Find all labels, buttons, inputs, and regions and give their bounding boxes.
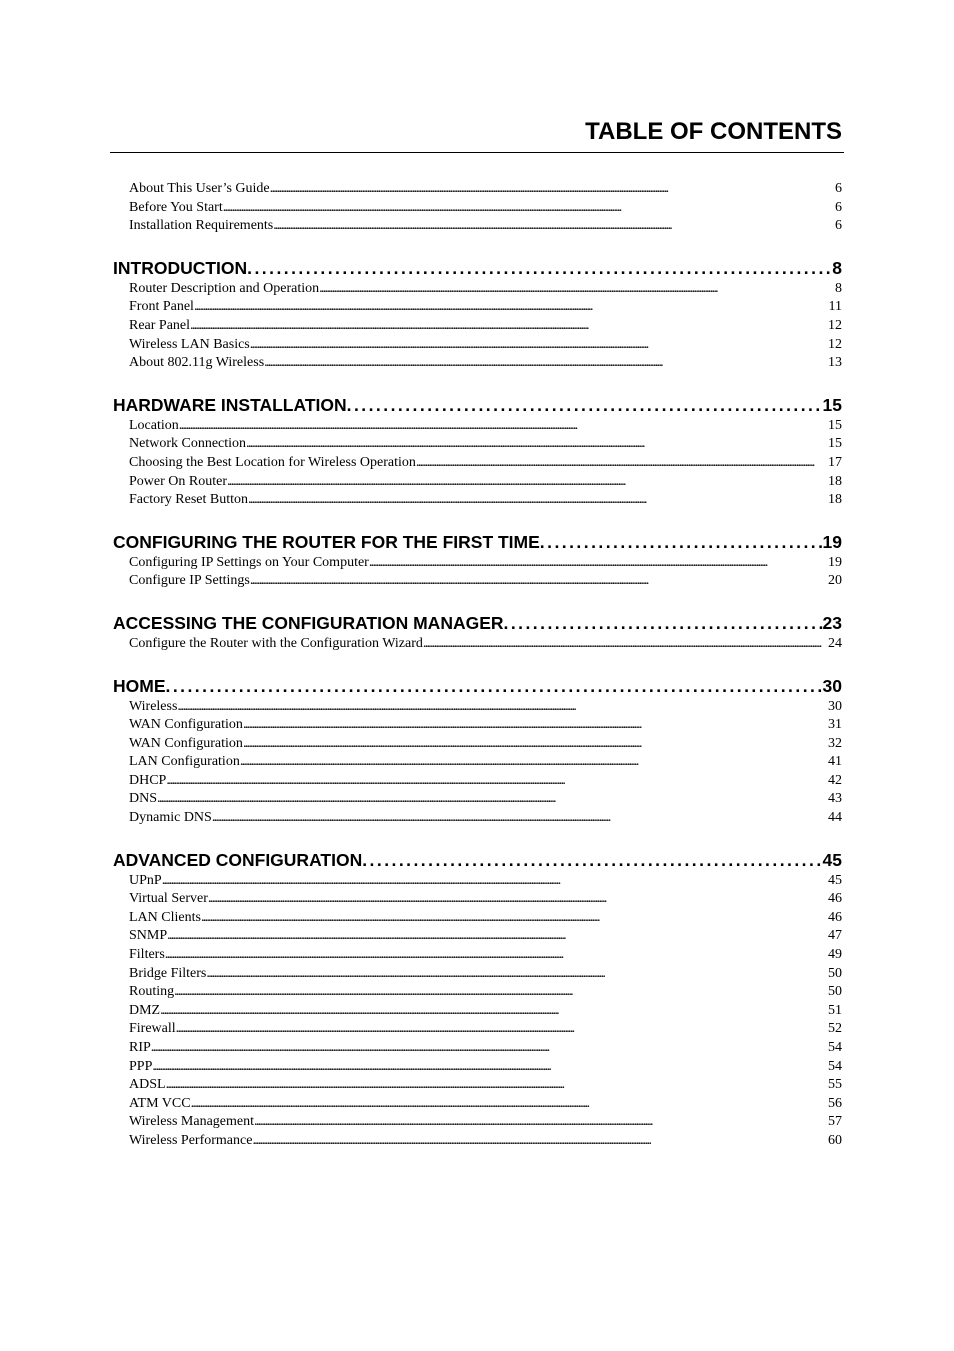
chapter-title: ACCESSING THE CONFIGURATION MANAGER xyxy=(113,612,504,633)
toc-entry[interactable] xyxy=(113,435,842,454)
dot-leader xyxy=(174,983,828,1002)
entry-page-number: 47 xyxy=(828,928,842,944)
entry-page-number: 43 xyxy=(828,791,842,807)
entry-title: Network Connection xyxy=(129,436,247,452)
entry-title: Wireless LAN Basics xyxy=(129,336,250,352)
entry-title: ADSL xyxy=(129,1077,166,1093)
toc-entry[interactable] xyxy=(113,1076,842,1095)
entry-title: Dynamic DNS xyxy=(129,810,212,826)
entry-page-number: 50 xyxy=(828,984,842,1000)
entry-title: RIP xyxy=(129,1040,151,1055)
entry-title: WAN Configuration xyxy=(129,735,243,751)
toc-chapter-heading[interactable] xyxy=(113,611,842,635)
dot-leader xyxy=(250,336,828,355)
toc-entry[interactable] xyxy=(113,554,842,573)
entry-page-number: 46 xyxy=(828,891,842,907)
dot-leader xyxy=(190,317,828,336)
entry-page-number: 52 xyxy=(828,1021,842,1037)
dot-leader xyxy=(212,809,828,828)
toc-entry[interactable] xyxy=(113,790,842,809)
toc-section xyxy=(113,393,842,510)
toc-entry[interactable] xyxy=(113,946,842,965)
dot-leader xyxy=(160,1002,828,1021)
entry-title: Router Description and Operation xyxy=(129,280,320,296)
entry-page-number: 18 xyxy=(828,473,842,489)
entry-page-number: 15 xyxy=(828,436,842,452)
toc-entry[interactable] xyxy=(113,1058,842,1077)
toc-entry[interactable] xyxy=(113,491,842,510)
entry-page-number: 17 xyxy=(828,454,842,470)
entry-title: Bridge Filters xyxy=(129,965,207,981)
toc-entry[interactable] xyxy=(113,473,842,492)
toc-chapter-heading[interactable] xyxy=(113,674,842,698)
toc-entry[interactable] xyxy=(113,1095,842,1114)
dot-leader xyxy=(166,772,828,791)
dot-leader xyxy=(243,735,828,754)
toc-chapter-heading[interactable] xyxy=(113,530,842,554)
entry-title: Filters xyxy=(129,947,165,963)
toc-entry[interactable] xyxy=(113,635,842,654)
toc-chapter-heading[interactable] xyxy=(113,848,842,872)
toc-section xyxy=(113,180,842,236)
entry-title: SNMP xyxy=(129,928,168,944)
toc-entry[interactable] xyxy=(113,809,842,828)
dot-leader xyxy=(166,674,823,698)
toc-entry[interactable] xyxy=(113,317,842,336)
entry-title: Routing xyxy=(129,984,175,1000)
dot-leader xyxy=(504,611,823,635)
toc-entry[interactable] xyxy=(113,735,842,754)
toc-entry[interactable] xyxy=(113,1132,842,1151)
dot-leader xyxy=(191,1095,828,1114)
dot-leader xyxy=(369,554,828,573)
toc-entry[interactable] xyxy=(113,927,842,946)
toc-entry[interactable] xyxy=(113,454,842,473)
dot-leader xyxy=(201,909,828,928)
toc-chapter-heading[interactable] xyxy=(113,393,842,417)
dot-leader xyxy=(151,1039,828,1058)
title-rule xyxy=(110,152,844,153)
entry-title: Wireless xyxy=(129,698,178,714)
entry-title: Wireless Management xyxy=(129,1114,255,1130)
toc-entry[interactable] xyxy=(113,890,842,909)
entry-title: About 802.11g Wireless xyxy=(129,355,265,371)
chapter-page-number: 19 xyxy=(822,531,842,552)
dot-leader xyxy=(166,1076,828,1095)
entry-page-number: 57 xyxy=(828,1114,842,1130)
toc-entry[interactable] xyxy=(113,180,842,199)
dot-leader xyxy=(206,965,828,984)
entry-title: Location xyxy=(129,417,179,433)
entry-title: Wireless Performance xyxy=(129,1132,253,1148)
entry-title: About This User’s Guide xyxy=(129,181,270,196)
dot-leader xyxy=(223,199,835,218)
entry-page-number: 44 xyxy=(828,810,842,826)
toc-entry[interactable] xyxy=(113,872,842,891)
dot-leader xyxy=(264,354,828,373)
entry-title: Front Panel xyxy=(129,299,194,315)
entry-title: Configuring IP Settings on Your Computer xyxy=(129,554,369,570)
entry-page-number: 56 xyxy=(828,1095,842,1111)
dot-leader xyxy=(270,180,835,199)
entry-title: DHCP xyxy=(129,772,167,788)
dot-leader xyxy=(162,872,828,891)
entry-title: DMZ xyxy=(129,1002,161,1018)
dot-leader xyxy=(177,698,828,717)
chapter-page-number: 45 xyxy=(822,849,842,870)
dot-leader xyxy=(208,890,828,909)
entry-page-number: 12 xyxy=(828,336,842,352)
entry-title: Installation Requirements xyxy=(129,218,274,234)
toc-entry[interactable] xyxy=(113,698,842,717)
entry-page-number: 55 xyxy=(828,1077,842,1093)
chapter-page-number: 30 xyxy=(822,675,842,696)
toc-entry[interactable] xyxy=(113,298,842,317)
entry-title: Virtual Server xyxy=(129,891,208,907)
dot-leader xyxy=(423,635,828,654)
dot-leader xyxy=(243,716,828,735)
toc-entry[interactable] xyxy=(113,1113,842,1132)
toc-section xyxy=(113,848,842,1151)
entry-page-number: 18 xyxy=(828,492,842,508)
entry-title: Configure IP Settings xyxy=(129,573,250,589)
chapter-page-number: 8 xyxy=(832,257,842,278)
entry-page-number: 45 xyxy=(828,872,842,888)
dot-leader xyxy=(157,790,828,809)
dot-leader xyxy=(240,753,828,772)
entry-page-number: 24 xyxy=(828,635,842,651)
dot-leader xyxy=(540,530,823,554)
toc-section xyxy=(113,256,842,373)
entry-page-number: 6 xyxy=(835,199,842,215)
table-of-contents xyxy=(113,180,842,1171)
entry-page-number: 42 xyxy=(828,772,842,788)
entry-title: DNS xyxy=(129,791,158,807)
dot-leader xyxy=(176,1020,828,1039)
dot-leader xyxy=(247,256,832,280)
entry-title: LAN Configuration xyxy=(129,754,240,770)
toc-chapter-heading[interactable] xyxy=(113,256,842,280)
toc-entry[interactable] xyxy=(113,909,842,928)
toc-section xyxy=(113,530,842,591)
entry-page-number: 19 xyxy=(828,554,842,570)
chapter-title: HARDWARE INSTALLATION xyxy=(113,394,347,415)
toc-entry[interactable] xyxy=(113,983,842,1002)
toc-entry[interactable] xyxy=(113,716,842,735)
entry-page-number: 50 xyxy=(828,965,842,981)
entry-title: WAN Configuration xyxy=(129,717,243,733)
toc-entry[interactable] xyxy=(113,417,842,436)
entry-page-number: 8 xyxy=(835,280,842,296)
toc-entry[interactable] xyxy=(113,354,842,373)
dot-leader xyxy=(347,393,823,417)
entry-page-number: 60 xyxy=(828,1132,842,1148)
entry-title: Choosing the Best Location for Wireless Operation xyxy=(129,454,416,470)
dot-leader xyxy=(252,1132,828,1151)
chapter-page-number: 15 xyxy=(822,394,842,415)
entry-page-number: 32 xyxy=(828,735,842,751)
entry-title: Factory Reset Button xyxy=(129,492,248,508)
entry-title: Power On Router xyxy=(129,473,227,489)
entry-page-number: 20 xyxy=(828,573,842,589)
entry-page-number: 54 xyxy=(828,1040,842,1055)
toc-entry[interactable] xyxy=(113,1039,842,1058)
dot-leader xyxy=(227,473,828,492)
toc-entry[interactable] xyxy=(113,772,842,791)
dot-leader xyxy=(165,946,828,965)
chapter-page-number: 23 xyxy=(822,612,842,633)
toc-entry[interactable] xyxy=(113,1020,842,1039)
dot-leader xyxy=(254,1113,828,1132)
chapter-title: ADVANCED CONFIGURATION xyxy=(113,849,363,870)
dot-leader xyxy=(416,454,828,473)
entry-page-number: 11 xyxy=(828,299,842,315)
chapter-title: CONFIGURING THE ROUTER FOR THE FIRST TIME xyxy=(113,531,540,552)
entry-page-number: 30 xyxy=(828,698,842,714)
dot-leader xyxy=(250,572,828,591)
chapter-title: HOME xyxy=(113,675,166,696)
entry-title: PPP xyxy=(129,1058,153,1074)
entry-page-number: 31 xyxy=(828,717,842,733)
toc-entry[interactable] xyxy=(113,217,842,236)
dot-leader xyxy=(248,491,828,510)
dot-leader xyxy=(362,848,822,872)
entry-title: ATM VCC xyxy=(129,1095,191,1111)
entry-title: Rear Panel xyxy=(129,317,191,333)
entry-page-number: 54 xyxy=(828,1058,842,1074)
toc-entry[interactable] xyxy=(113,572,842,591)
toc-entry[interactable] xyxy=(113,336,842,355)
dot-leader xyxy=(152,1058,828,1077)
entry-page-number: 41 xyxy=(828,754,842,770)
entry-page-number: 6 xyxy=(835,218,842,234)
toc-entry[interactable] xyxy=(113,1002,842,1021)
page-title: TABLE OF CONTENTS xyxy=(585,118,842,145)
toc-section xyxy=(113,674,842,828)
toc-entry[interactable] xyxy=(113,753,842,772)
dot-leader xyxy=(246,435,828,454)
entry-title: Firewall xyxy=(129,1021,176,1037)
dot-leader xyxy=(273,217,835,236)
entry-page-number: 51 xyxy=(828,1002,842,1018)
entry-page-number: 49 xyxy=(828,947,842,963)
chapter-title: INTRODUCTION xyxy=(113,257,248,278)
toc-entry[interactable] xyxy=(113,965,842,984)
entry-page-number: 12 xyxy=(828,317,842,333)
dot-leader xyxy=(319,280,835,299)
toc-entry[interactable] xyxy=(113,280,842,299)
entry-page-number: 13 xyxy=(828,355,842,371)
entry-page-number: 46 xyxy=(828,909,842,925)
dot-leader xyxy=(194,298,829,317)
entry-title: UPnP xyxy=(129,872,162,888)
dot-leader xyxy=(179,417,828,436)
entry-page-number: 15 xyxy=(828,417,842,433)
toc-section xyxy=(113,611,842,654)
entry-title: Before You Start xyxy=(129,199,223,215)
toc-entry[interactable] xyxy=(113,199,842,218)
entry-title: Configure the Router with the Configuration Wizard xyxy=(129,635,423,651)
dot-leader xyxy=(167,927,828,946)
entry-page-number: 6 xyxy=(835,181,842,196)
entry-title: LAN Clients xyxy=(129,909,201,925)
